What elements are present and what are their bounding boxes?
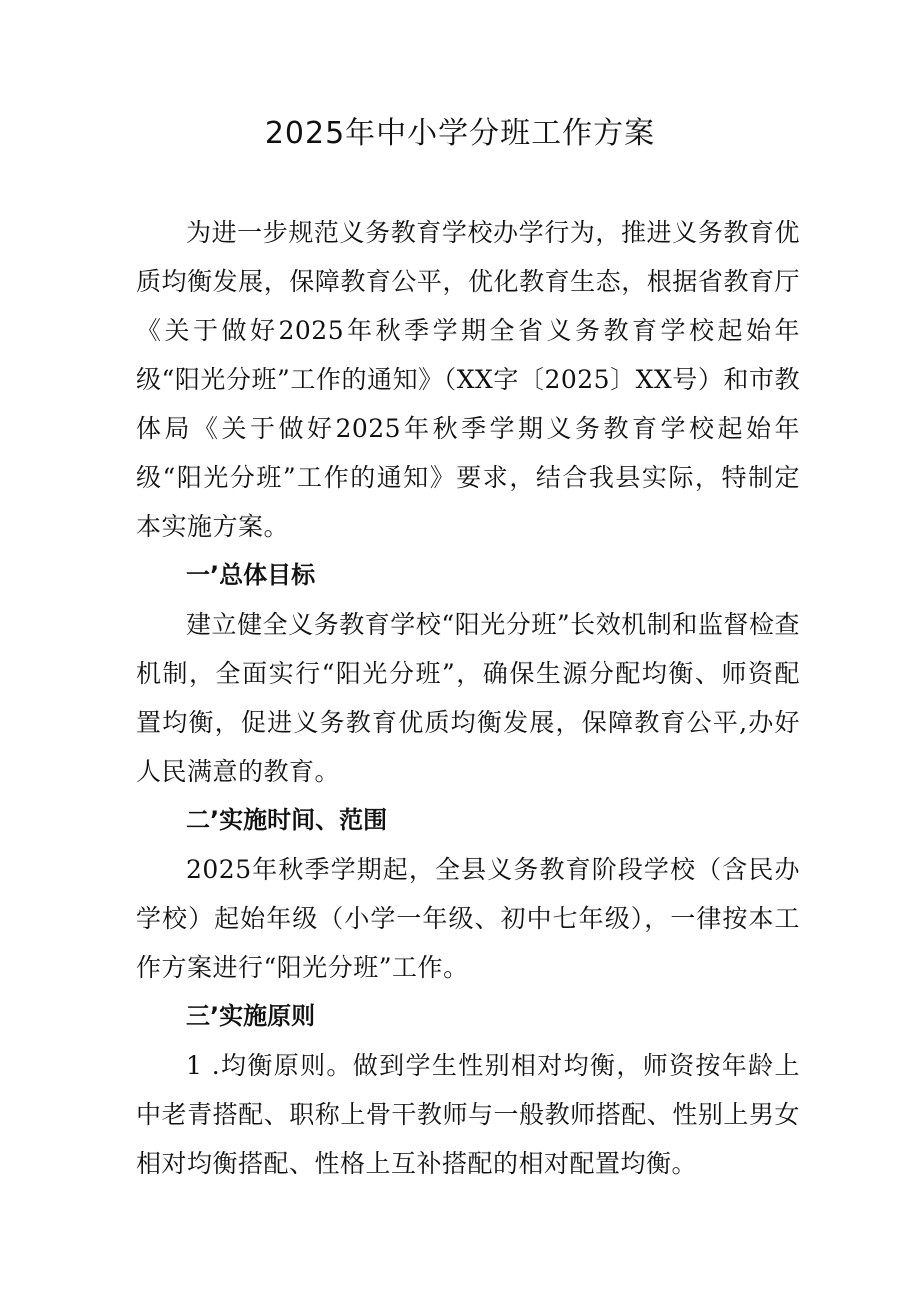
section-heading-principles: 三’实施原则 (186, 1002, 316, 1030)
section-text-time-scope: 2025年秋季学期起，全县义务教育阶段学校（含民办学校）起始年级（小学一年级、初中七年级），一律按本工作方案进行“阳光分班”工作。 (136, 855, 800, 982)
section-text-goals: 建立健全义务教育学校“阳光分班”长效机制和监督检查机制，全面实行“阳光分班”，确保生源分配均衡、师资配置均衡，促进义务教育优质均衡发展，保障教育公平,办好人民满意的教育。 (136, 610, 800, 786)
document-title: 2025年中小学分班工作方案 (264, 116, 656, 151)
section-heading-time-scope: 二’实施时间、范围 (186, 806, 388, 834)
section-heading-goals: 一’总体目标 (186, 561, 316, 589)
document-body (136, 208, 800, 1188)
section-text-principles: 1 .均衡原则。做到学生性别相对均衡，师资按年龄上中老青搭配、职称上骨干教师与一般教师搭配、性别上男女相对均衡搭配、性格上互补搭配的相对配置均衡。 (136, 1051, 800, 1178)
intro-paragraph: 为进一步规范义务教育学校办学行为，推进义务教育优质均衡发展，保障教育公平，优化教育生态，根据省教育厅《关于做好2025年秋季学期全省义务教育学校起始年级“阳光分班”工作的通知》（XX字〔2025〕XX号）和市教体局《关于做好2025年秋季学期义务教育学校起始年级“阳光分班”工作的通知》要求，结合我县实际，特制定本实施方案。 (136, 218, 800, 541)
